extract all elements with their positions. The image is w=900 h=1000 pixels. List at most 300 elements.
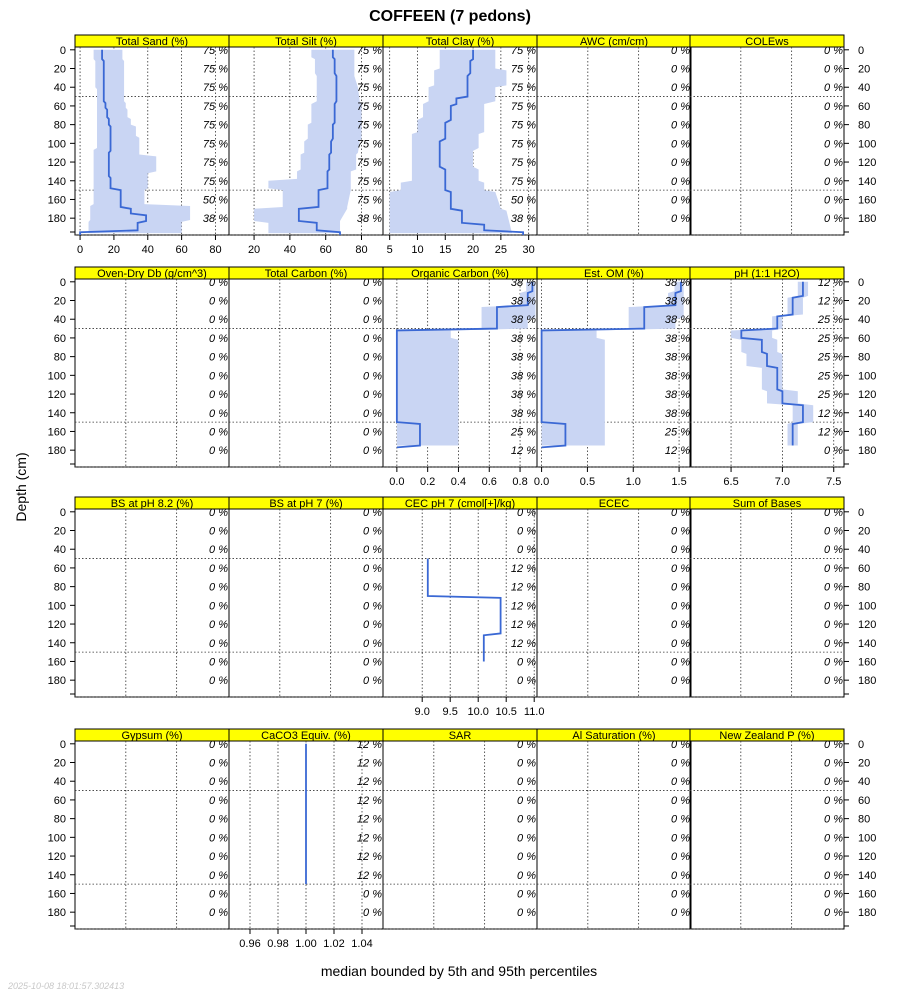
data-percent-label: 0 %	[824, 813, 843, 826]
data-percent-label: 0 %	[517, 776, 536, 789]
x-tick-label: 7.5	[826, 476, 842, 488]
chart-title: COFFEEN (7 pedons)	[369, 8, 531, 25]
data-percent-label: 0 %	[363, 581, 382, 594]
panel	[75, 267, 229, 467]
panel-strip-label: Oven-Dry Db (g/cm^3)	[97, 268, 207, 280]
panel	[383, 35, 537, 256]
data-percent-label: 75 %	[356, 100, 382, 113]
data-percent-label: 0 %	[517, 738, 536, 751]
data-percent-label: 12 %	[817, 276, 843, 289]
data-percent-label: 0 %	[824, 869, 843, 882]
x-tick-label: 30	[522, 244, 535, 256]
depth-tick-label: 140	[858, 637, 877, 650]
data-percent-label: 0 %	[209, 813, 228, 826]
data-percent-label: 0 %	[671, 813, 690, 826]
data-percent-label: 0 %	[363, 407, 382, 420]
depth-tick-label: 80	[858, 119, 871, 132]
data-percent-label: 12 %	[817, 426, 843, 439]
data-percent-label: 0 %	[363, 907, 382, 920]
data-percent-label: 38 %	[510, 213, 536, 226]
x-tick-label: 1.04	[351, 938, 373, 950]
data-percent-label: 12 %	[510, 600, 536, 613]
panel-frame	[690, 44, 844, 235]
data-percent-label: 0 %	[671, 138, 690, 151]
depth-tick-label: 140	[858, 407, 877, 420]
data-percent-label: 0 %	[363, 351, 382, 364]
panel	[537, 729, 691, 929]
data-percent-label: 0 %	[209, 562, 228, 575]
panel	[229, 729, 383, 950]
data-percent-label: 12 %	[356, 794, 382, 807]
data-percent-label: 0 %	[824, 138, 843, 151]
data-percent-label: 0 %	[363, 656, 382, 669]
x-axis-label: median bounded by 5th and 95th percentiles	[320, 963, 598, 979]
depth-tick-label: 160	[47, 194, 66, 207]
panel	[383, 497, 544, 718]
panel-strip-label: Est. OM (%)	[584, 268, 644, 280]
panel-frame	[690, 738, 844, 929]
data-percent-label: 12 %	[817, 407, 843, 420]
data-percent-label: 0 %	[671, 794, 690, 807]
data-percent-label: 0 %	[363, 314, 382, 327]
data-percent-label: 0 %	[824, 44, 843, 57]
panel	[229, 35, 383, 256]
data-percent-label: 75 %	[510, 100, 536, 113]
depth-tick-label: 80	[858, 813, 871, 826]
depth-tick-label: 100	[47, 600, 66, 613]
depth-tick-label: 100	[858, 370, 877, 383]
data-percent-label: 0 %	[824, 213, 843, 226]
data-percent-label: 12 %	[510, 637, 536, 650]
data-percent-label: 75 %	[510, 82, 536, 95]
data-percent-label: 0 %	[517, 869, 536, 882]
data-percent-label: 75 %	[202, 157, 228, 170]
x-tick-label: 15	[439, 244, 452, 256]
data-percent-label: 0 %	[517, 757, 536, 770]
x-tick-label: 60	[175, 244, 188, 256]
panel-strip-label: Total Clay (%)	[425, 36, 495, 48]
data-percent-label: 0 %	[671, 175, 690, 188]
x-tick-label: 20	[247, 244, 261, 256]
data-percent-label: 75 %	[510, 175, 536, 188]
data-percent-label: 0 %	[824, 600, 843, 613]
data-percent-label: 0 %	[209, 888, 228, 901]
data-percent-label: 0 %	[671, 832, 690, 845]
panel-frame	[383, 738, 537, 929]
data-percent-label: 0 %	[671, 213, 690, 226]
data-percent-label: 75 %	[356, 44, 382, 57]
panel-grid	[48, 35, 877, 950]
depth-tick-label: 140	[47, 407, 66, 420]
depth-tick-label: 40	[53, 776, 66, 789]
x-tick-label: 0.0	[533, 476, 550, 488]
depth-tick-label: 40	[858, 776, 871, 789]
data-percent-label: 12 %	[510, 562, 536, 575]
data-percent-label: 38 %	[202, 213, 228, 226]
data-percent-label: 0 %	[671, 675, 690, 688]
x-tick-label: 1.0	[625, 476, 641, 488]
percentile-band	[254, 50, 361, 233]
data-percent-label: 0 %	[671, 581, 690, 594]
data-percent-label: 0 %	[671, 157, 690, 170]
data-percent-label: 38 %	[510, 314, 536, 327]
data-percent-label: 0 %	[209, 600, 228, 613]
x-tick-label: 80	[355, 244, 368, 256]
panel-row-4	[48, 729, 877, 950]
depth-tick-label: 40	[53, 544, 66, 557]
panel	[690, 35, 844, 235]
panel-strip-label: Al Saturation (%)	[572, 730, 656, 742]
depth-tick-label: 120	[858, 389, 877, 402]
data-percent-label: 12 %	[356, 776, 382, 789]
data-percent-label: 0 %	[824, 82, 843, 95]
median-line	[428, 559, 501, 662]
data-percent-label: 75 %	[356, 82, 382, 95]
data-percent-label: 25 %	[817, 351, 843, 364]
panel-frame	[75, 738, 229, 929]
depth-tick-label: 160	[47, 426, 66, 439]
panel-strip-label: BS at pH 7 (%)	[269, 498, 343, 510]
data-percent-label: 0 %	[363, 888, 382, 901]
panel-row-2	[48, 267, 877, 488]
depth-tick-label: 120	[47, 619, 66, 632]
depth-tick-label: 20	[858, 757, 871, 770]
data-percent-label: 0 %	[671, 119, 690, 132]
data-percent-label: 38 %	[664, 332, 690, 345]
x-tick-label: 0.96	[239, 938, 261, 950]
panel	[229, 497, 383, 697]
data-percent-label: 0 %	[209, 794, 228, 807]
data-percent-label: 0 %	[671, 907, 690, 920]
data-percent-label: 0 %	[517, 544, 536, 557]
depth-tick-label: 100	[858, 138, 877, 151]
data-percent-label: 12 %	[664, 445, 690, 458]
depth-tick-label: 140	[47, 637, 66, 650]
panel-frame	[690, 506, 844, 697]
panel-row-3	[48, 497, 877, 718]
data-percent-label: 0 %	[517, 656, 536, 669]
panel	[690, 729, 844, 929]
data-percent-label: 75 %	[510, 119, 536, 132]
data-percent-label: 0 %	[824, 63, 843, 76]
x-tick-label: 5	[386, 244, 393, 256]
data-percent-label: 0 %	[209, 295, 228, 308]
data-percent-label: 0 %	[209, 445, 228, 458]
data-percent-label: 0 %	[363, 506, 382, 519]
data-percent-label: 0 %	[824, 851, 843, 864]
data-percent-label: 0 %	[363, 637, 382, 650]
panel-strip-label: CEC pH 7 (cmol[+]/kg)	[404, 498, 516, 510]
data-percent-label: 12 %	[356, 813, 382, 826]
data-percent-label: 0 %	[209, 619, 228, 632]
depth-tick-label: 60	[53, 562, 66, 575]
data-percent-label: 0 %	[824, 445, 843, 458]
data-percent-label: 50 %	[510, 194, 536, 207]
data-percent-label: 12 %	[356, 832, 382, 845]
depth-tick-label: 100	[858, 832, 877, 845]
data-percent-label: 0 %	[209, 407, 228, 420]
data-percent-label: 0 %	[824, 738, 843, 751]
data-percent-label: 0 %	[671, 63, 690, 76]
depth-tick-label: 80	[858, 351, 871, 364]
depth-tick-label: 160	[858, 194, 877, 207]
depth-tick-label: 160	[47, 888, 66, 901]
panel-strip-label: Organic Carbon (%)	[411, 268, 509, 280]
data-percent-label: 38 %	[510, 295, 536, 308]
data-percent-label: 0 %	[517, 888, 536, 901]
data-percent-label: 0 %	[671, 869, 690, 882]
data-percent-label: 0 %	[824, 888, 843, 901]
data-percent-label: 25 %	[510, 426, 536, 439]
panel	[75, 35, 229, 256]
data-percent-label: 0 %	[824, 581, 843, 594]
data-percent-label: 0 %	[824, 506, 843, 519]
panel-strip-label: SAR	[448, 730, 472, 742]
panel	[537, 497, 691, 697]
data-percent-label: 38 %	[356, 213, 382, 226]
depth-tick-label: 180	[858, 445, 877, 458]
depth-tick-label: 20	[858, 63, 871, 76]
data-percent-label: 12 %	[510, 445, 536, 458]
data-percent-label: 0 %	[209, 637, 228, 650]
data-percent-label: 75 %	[356, 157, 382, 170]
panel-frame	[229, 506, 383, 697]
depth-tick-label: 140	[858, 175, 877, 188]
data-percent-label: 0 %	[209, 656, 228, 669]
data-percent-label: 0 %	[209, 426, 228, 439]
data-percent-label: 75 %	[356, 138, 382, 151]
x-tick-label: 9.5	[442, 706, 458, 718]
panel-strip-label: Total Silt (%)	[275, 36, 337, 48]
depth-tick-label: 120	[47, 389, 66, 402]
data-percent-label: 50 %	[202, 194, 228, 207]
data-percent-label: 0 %	[671, 525, 690, 538]
data-percent-label: 0 %	[209, 757, 228, 770]
x-tick-label: 7.0	[774, 476, 791, 488]
data-percent-label: 0 %	[517, 794, 536, 807]
panel-strip-label: COLEws	[745, 36, 789, 48]
data-percent-label: 0 %	[209, 314, 228, 327]
data-percent-label: 0 %	[671, 656, 690, 669]
data-percent-label: 38 %	[664, 314, 690, 327]
data-percent-label: 0 %	[363, 525, 382, 538]
x-tick-label: 6.5	[723, 476, 739, 488]
depth-tick-label: 100	[47, 370, 66, 383]
data-percent-label: 0 %	[517, 907, 536, 920]
x-tick-label: 1.00	[295, 938, 317, 950]
x-tick-label: 10.5	[495, 706, 517, 718]
depth-tick-label: 20	[53, 295, 66, 308]
data-percent-label: 0 %	[363, 544, 382, 557]
panel-strip-label: Sum of Bases	[732, 498, 802, 510]
data-percent-label: 0 %	[363, 675, 382, 688]
panel-frame	[75, 506, 229, 697]
data-percent-label: 0 %	[363, 389, 382, 402]
depth-tick-label: 140	[858, 869, 877, 882]
data-percent-label: 75 %	[202, 175, 228, 188]
panel	[383, 729, 537, 929]
data-percent-label: 0 %	[209, 851, 228, 864]
depth-tick-label: 20	[53, 757, 66, 770]
data-percent-label: 75 %	[202, 119, 228, 132]
depth-tick-label: 40	[858, 314, 871, 327]
depth-tick-label: 20	[858, 525, 871, 538]
depth-tick-label: 60	[53, 332, 66, 345]
data-percent-label: 0 %	[209, 276, 228, 289]
depth-tick-label: 60	[858, 100, 871, 113]
data-percent-label: 38 %	[664, 351, 690, 364]
x-tick-label: 10	[411, 244, 424, 256]
data-percent-label: 0 %	[363, 562, 382, 575]
data-percent-label: 12 %	[510, 581, 536, 594]
panel	[383, 267, 537, 488]
data-percent-label: 0 %	[209, 332, 228, 345]
depth-tick-label: 160	[858, 656, 877, 669]
data-percent-label: 0 %	[517, 506, 536, 519]
depth-tick-label: 80	[858, 581, 871, 594]
depth-tick-label: 120	[858, 157, 877, 170]
x-tick-label: 40	[141, 244, 154, 256]
data-percent-label: 12 %	[356, 869, 382, 882]
data-percent-label: 0 %	[209, 675, 228, 688]
data-percent-label: 0 %	[824, 562, 843, 575]
depth-tick-label: 0	[59, 738, 66, 751]
depth-tick-label: 60	[53, 100, 66, 113]
depth-tick-label: 60	[858, 794, 871, 807]
data-percent-label: 75 %	[356, 194, 382, 207]
data-percent-label: 0 %	[824, 675, 843, 688]
data-percent-label: 0 %	[824, 525, 843, 538]
data-percent-label: 0 %	[209, 389, 228, 402]
data-percent-label: 75 %	[202, 82, 228, 95]
panel	[75, 729, 229, 929]
data-percent-label: 0 %	[209, 506, 228, 519]
depth-tick-label: 20	[53, 63, 66, 76]
panel	[534, 267, 691, 488]
panel-strip-label: BS at pH 8.2 (%)	[110, 498, 194, 510]
data-percent-label: 75 %	[510, 63, 536, 76]
data-percent-label: 75 %	[510, 44, 536, 57]
data-percent-label: 0 %	[824, 907, 843, 920]
y-axis-label: Depth (cm)	[13, 452, 29, 522]
data-percent-label: 75 %	[356, 63, 382, 76]
panel-frame	[75, 276, 229, 467]
depth-tick-label: 20	[53, 525, 66, 538]
x-tick-label: 25	[494, 244, 507, 256]
depth-tick-label: 160	[858, 888, 877, 901]
x-tick-label: 9.0	[414, 706, 430, 718]
depth-tick-label: 120	[858, 619, 877, 632]
data-percent-label: 0 %	[824, 194, 843, 207]
depth-tick-label: 60	[858, 562, 871, 575]
data-percent-label: 0 %	[824, 544, 843, 557]
x-tick-label: 60	[319, 244, 332, 256]
depth-tick-label: 20	[858, 295, 871, 308]
panel-frame	[537, 506, 691, 697]
data-percent-label: 12 %	[510, 619, 536, 632]
x-tick-label: 20	[466, 244, 480, 256]
depth-tick-label: 0	[858, 738, 865, 751]
depth-tick-label: 180	[858, 213, 877, 226]
data-percent-label: 0 %	[824, 619, 843, 632]
data-percent-label: 0 %	[363, 276, 382, 289]
depth-tick-label: 0	[59, 506, 66, 519]
panel-strip-label: pH (1:1 H2O)	[734, 268, 800, 280]
percentile-band	[731, 282, 813, 446]
data-percent-label: 0 %	[209, 907, 228, 920]
depth-tick-label: 180	[47, 445, 66, 458]
panel-frame	[229, 276, 383, 467]
panel-strip-label: Total Sand (%)	[115, 36, 189, 48]
data-percent-label: 75 %	[510, 138, 536, 151]
data-percent-label: 25 %	[664, 426, 690, 439]
data-percent-label: 0 %	[824, 175, 843, 188]
data-percent-label: 75 %	[356, 119, 382, 132]
data-percent-label: 25 %	[817, 314, 843, 327]
data-percent-label: 38 %	[510, 276, 536, 289]
data-percent-label: 38 %	[510, 389, 536, 402]
depth-tick-label: 0	[59, 44, 66, 57]
data-percent-label: 0 %	[363, 295, 382, 308]
data-percent-label: 0 %	[209, 738, 228, 751]
data-percent-label: 0 %	[671, 738, 690, 751]
data-percent-label: 0 %	[363, 619, 382, 632]
depth-tick-label: 80	[53, 813, 66, 826]
x-tick-label: 0.98	[267, 938, 289, 950]
data-percent-label: 0 %	[824, 119, 843, 132]
data-percent-label: 0 %	[824, 637, 843, 650]
data-percent-label: 38 %	[510, 370, 536, 383]
depth-tick-label: 40	[53, 82, 66, 95]
x-tick-label: 1.5	[671, 476, 687, 488]
data-percent-label: 0 %	[517, 832, 536, 845]
panel-strip-label: CaCO3 Equiv. (%)	[261, 730, 351, 742]
panel	[229, 267, 383, 467]
data-percent-label: 0 %	[517, 675, 536, 688]
depth-tick-label: 160	[858, 426, 877, 439]
x-tick-label: 20	[107, 244, 121, 256]
data-percent-label: 75 %	[202, 100, 228, 113]
data-percent-label: 0 %	[671, 776, 690, 789]
data-percent-label: 12 %	[356, 757, 382, 770]
data-percent-label: 0 %	[671, 600, 690, 613]
data-percent-label: 0 %	[671, 44, 690, 57]
data-percent-label: 0 %	[671, 851, 690, 864]
panel-frame	[537, 738, 691, 929]
panel	[537, 35, 691, 235]
depth-tick-label: 140	[47, 869, 66, 882]
x-tick-label: 0.0	[389, 476, 405, 488]
depth-tick-label: 100	[47, 832, 66, 845]
x-tick-label: 10.0	[467, 706, 489, 718]
data-percent-label: 0 %	[824, 794, 843, 807]
depth-tick-label: 180	[47, 675, 66, 688]
panel-strip-label: ECEC	[598, 498, 630, 510]
data-percent-label: 0 %	[517, 813, 536, 826]
panel-strip-label: Gypsum (%)	[121, 730, 183, 742]
depth-tick-label: 120	[47, 157, 66, 170]
render-timestamp: 2025-10-08 18:01:57.302413	[8, 981, 125, 991]
data-percent-label: 0 %	[671, 619, 690, 632]
data-percent-label: 25 %	[817, 332, 843, 345]
data-percent-label: 0 %	[671, 194, 690, 207]
x-tick-label: 0.4	[450, 476, 467, 488]
depth-tick-label: 180	[47, 907, 66, 920]
panel-strip-label: Total Carbon (%)	[264, 268, 348, 280]
data-percent-label: 0 %	[517, 851, 536, 864]
depth-tick-label: 40	[53, 314, 66, 327]
data-percent-label: 0 %	[209, 544, 228, 557]
